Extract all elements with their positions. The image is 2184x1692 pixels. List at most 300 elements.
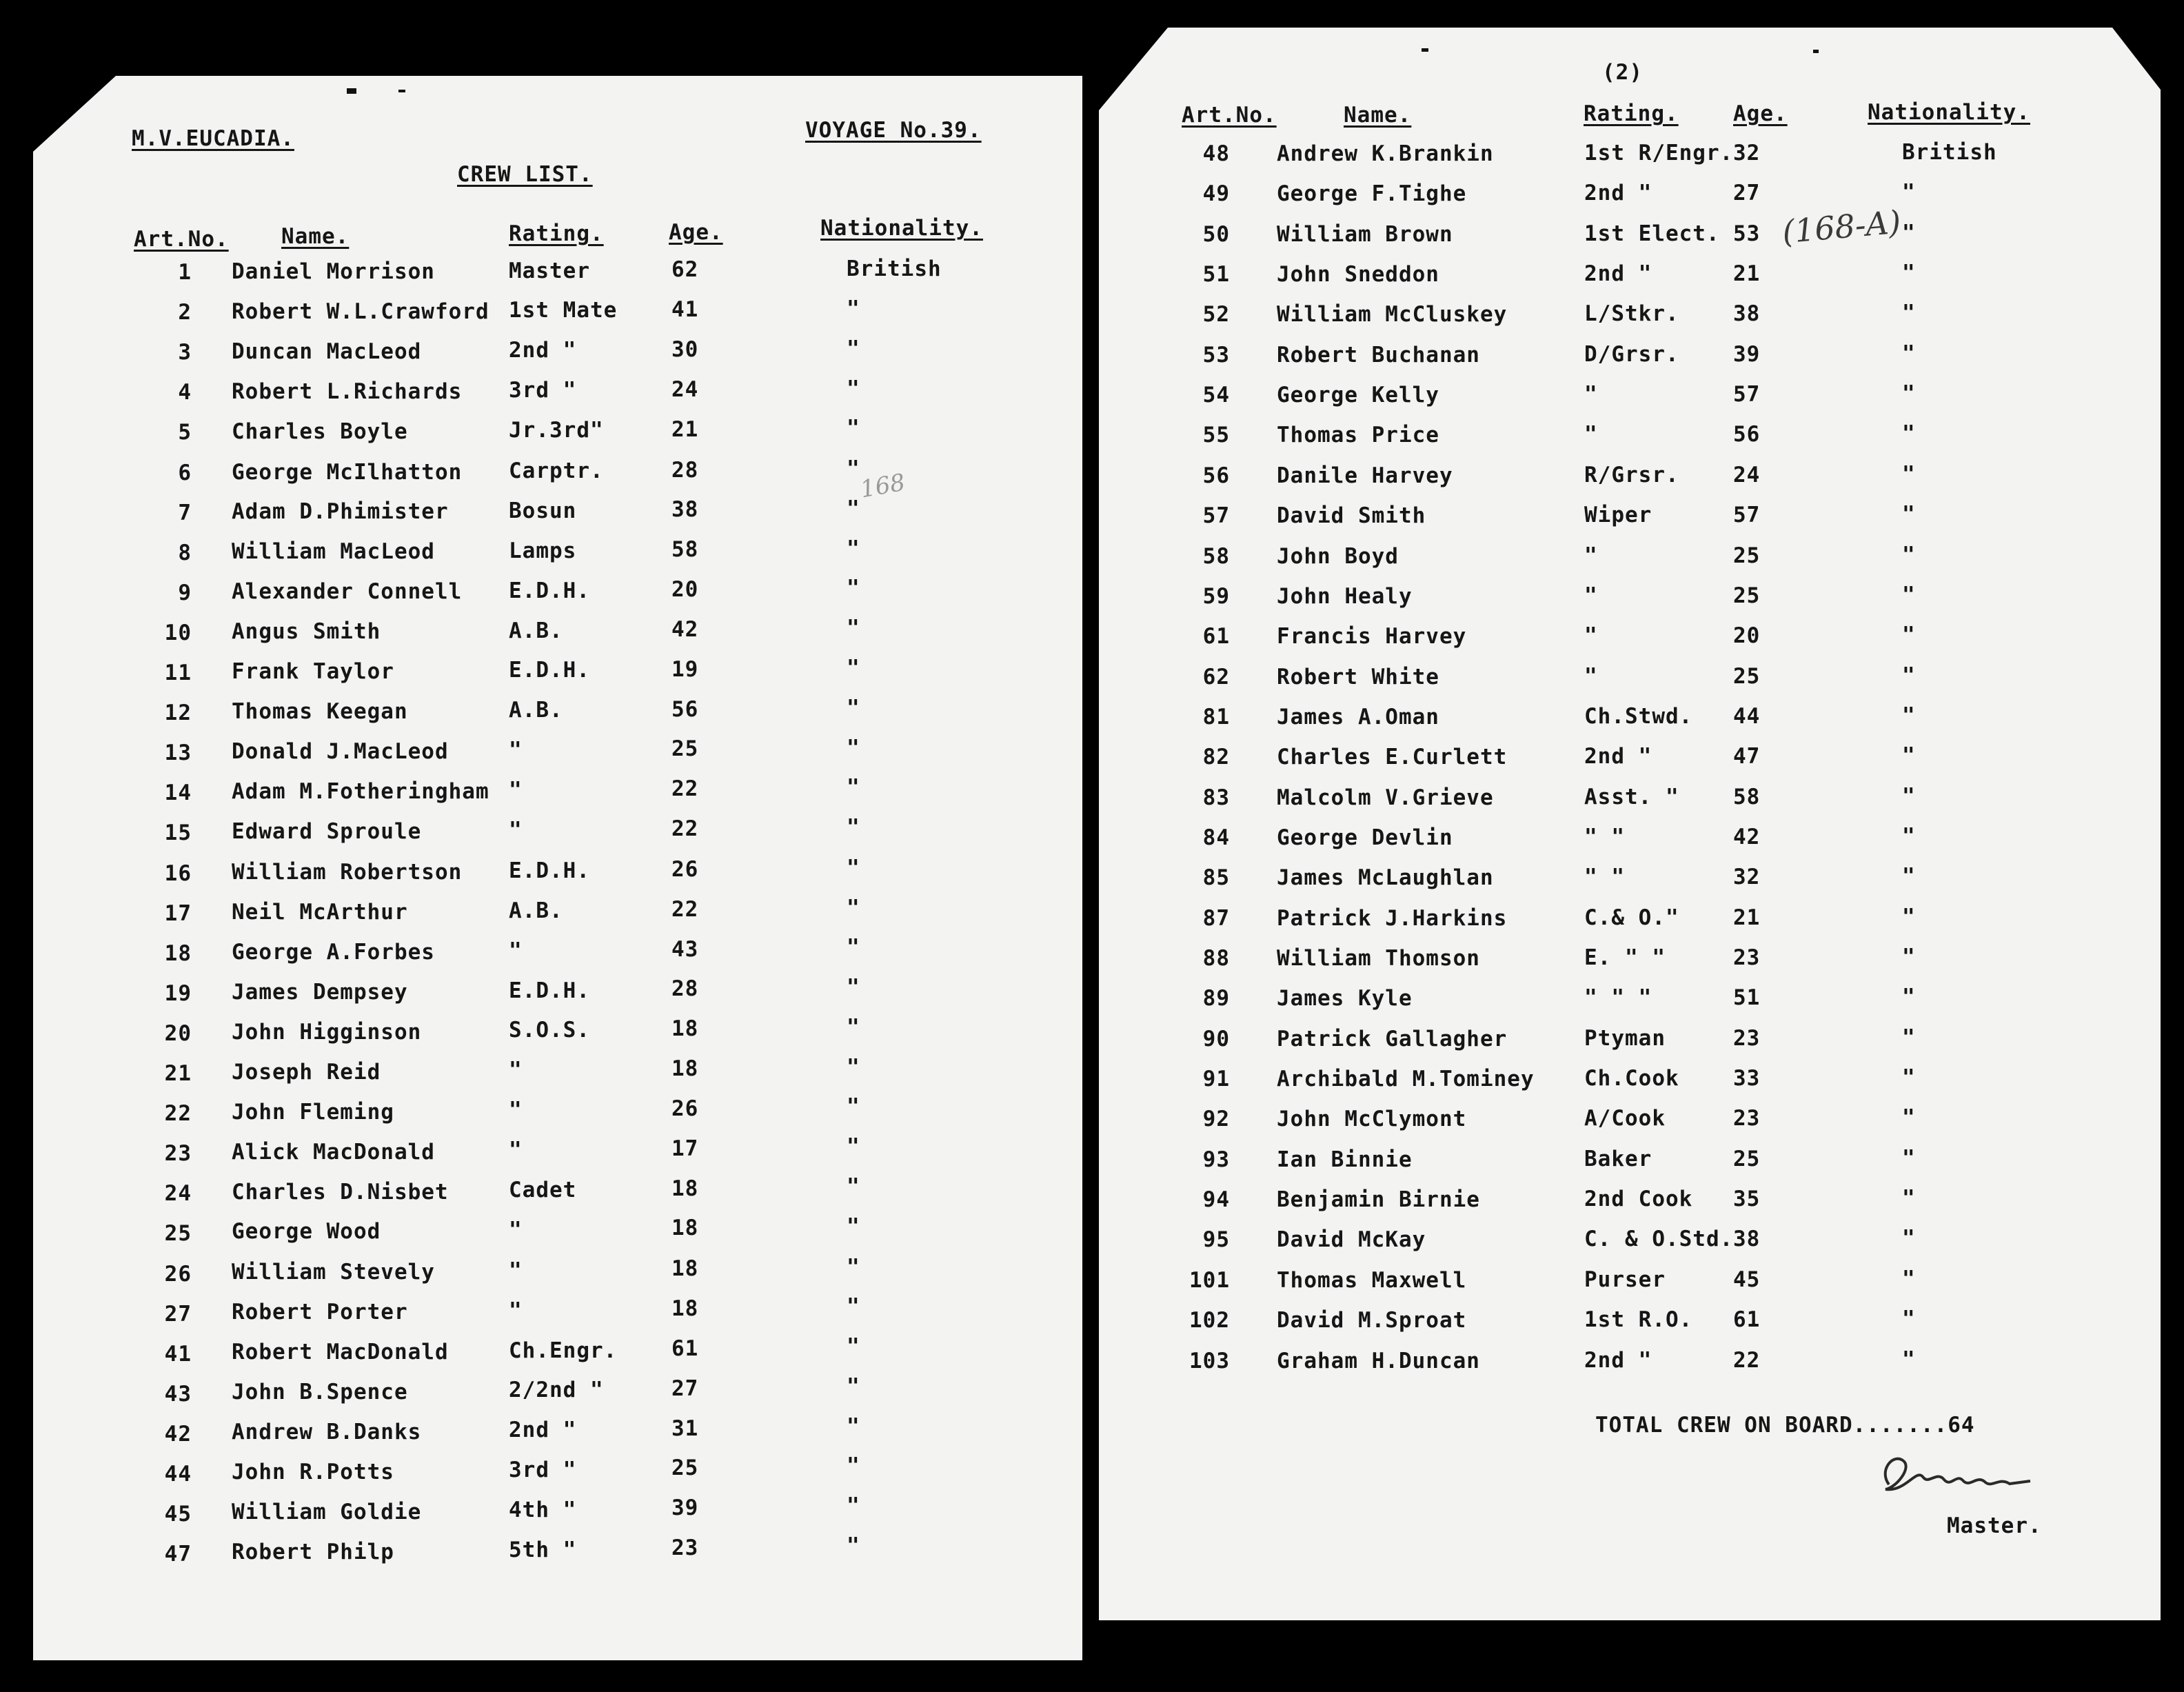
age: 57 bbox=[1733, 502, 1761, 527]
nationality: " bbox=[847, 1533, 860, 1558]
crew-name: Robert White bbox=[1277, 664, 1439, 689]
nationality: " bbox=[847, 1453, 860, 1479]
age: 58 bbox=[1733, 784, 1761, 809]
age: 20 bbox=[671, 577, 699, 603]
age: 56 bbox=[1733, 421, 1761, 447]
ink-speck bbox=[1422, 48, 1428, 52]
page-number: (2) bbox=[1602, 60, 1643, 85]
art-no: 51 bbox=[1202, 262, 1230, 287]
art-no: 10 bbox=[164, 621, 192, 645]
age: 28 bbox=[671, 457, 699, 483]
art-no: 47 bbox=[164, 1542, 192, 1567]
age: 38 bbox=[1733, 1226, 1761, 1251]
header-age: Age. bbox=[669, 220, 723, 245]
age: 51 bbox=[1733, 985, 1761, 1010]
rating: 2nd Cook bbox=[1584, 1187, 1693, 1212]
nationality: " bbox=[1902, 1267, 1916, 1292]
art-no: 93 bbox=[1202, 1147, 1230, 1172]
rating: " bbox=[1584, 382, 1598, 407]
age: 42 bbox=[1733, 824, 1761, 849]
nationality: " bbox=[1902, 623, 1916, 648]
rating: D/Grsr. bbox=[1584, 342, 1679, 367]
age: 21 bbox=[1733, 905, 1761, 930]
crew-name: Patrick J.Harkins bbox=[1277, 905, 1508, 931]
crew-name: Robert L.Richards bbox=[232, 379, 463, 404]
age: 22 bbox=[1733, 1347, 1761, 1373]
art-no: 13 bbox=[164, 741, 192, 765]
crew-name: James Dempsey bbox=[232, 979, 408, 1005]
age: 22 bbox=[671, 816, 699, 842]
age: 39 bbox=[671, 1495, 699, 1521]
rating: A.B. bbox=[509, 898, 563, 923]
nationality: " bbox=[847, 655, 860, 681]
age: 23 bbox=[671, 1535, 699, 1560]
rating: E.D.H. bbox=[509, 658, 590, 683]
header-rating: Rating. bbox=[509, 221, 604, 246]
art-no: 3 bbox=[178, 340, 192, 365]
age: 26 bbox=[671, 856, 699, 882]
nationality: " bbox=[847, 376, 860, 401]
rating: " bbox=[1584, 543, 1598, 569]
vessel-name: M.V.EUCADIA. bbox=[132, 126, 294, 151]
art-no: 103 bbox=[1189, 1349, 1230, 1373]
art-no: 55 bbox=[1202, 423, 1230, 447]
nationality: " bbox=[1902, 1307, 1916, 1332]
age: 18 bbox=[671, 1216, 699, 1241]
rating: Wiper bbox=[1584, 503, 1652, 528]
art-no: 49 bbox=[1202, 181, 1230, 206]
nationality: " bbox=[847, 1413, 860, 1439]
crew-name: Charles D.Nisbet bbox=[232, 1179, 449, 1205]
nationality: " bbox=[1902, 421, 1916, 447]
rating: 1st R.O. bbox=[1584, 1307, 1693, 1333]
nationality: British bbox=[1902, 140, 1997, 165]
rating: A.B. bbox=[509, 618, 563, 643]
art-no: 94 bbox=[1202, 1187, 1230, 1212]
crew-name: Thomas Maxwell bbox=[1277, 1267, 1467, 1293]
age: 18 bbox=[671, 1016, 699, 1042]
age: 25 bbox=[1733, 1146, 1761, 1171]
rating: 1st Mate bbox=[509, 298, 618, 323]
nationality: " bbox=[847, 1174, 860, 1200]
ink-speck bbox=[398, 90, 405, 92]
art-no: 14 bbox=[164, 780, 192, 805]
art-no: 62 bbox=[1202, 665, 1230, 689]
age: 23 bbox=[1733, 1105, 1761, 1131]
rating: 2nd " bbox=[1584, 1348, 1652, 1373]
nationality: " bbox=[1902, 543, 1916, 568]
art-no: 1 bbox=[178, 260, 192, 285]
crew-name: Robert Buchanan bbox=[1277, 342, 1480, 367]
rating: Baker bbox=[1584, 1147, 1652, 1172]
crew-name: Joseph Reid bbox=[232, 1059, 381, 1085]
crew-name: William Robertson bbox=[232, 859, 463, 885]
crew-name: Archibald M.Tominey bbox=[1277, 1066, 1535, 1091]
art-no: 6 bbox=[178, 461, 192, 485]
art-no: 23 bbox=[164, 1141, 192, 1166]
age: 24 bbox=[1733, 462, 1761, 487]
age: 47 bbox=[1733, 743, 1761, 769]
rating: 4th " bbox=[509, 1498, 577, 1523]
age: 28 bbox=[671, 976, 699, 1002]
crew-name: Danile Harvey bbox=[1277, 463, 1453, 488]
header-nationality: Nationality. bbox=[1868, 100, 2030, 125]
crew-name: Patrick Gallagher bbox=[1277, 1026, 1508, 1051]
header-nationality: Nationality. bbox=[820, 216, 983, 241]
art-no: 50 bbox=[1202, 222, 1230, 247]
art-no: 44 bbox=[164, 1462, 192, 1487]
rating: 2nd " bbox=[509, 1418, 577, 1443]
nationality: " bbox=[847, 416, 860, 441]
header-rating: Rating. bbox=[1584, 101, 1679, 126]
nationality: " bbox=[847, 1493, 860, 1519]
crew-name: George F.Tighe bbox=[1277, 181, 1467, 206]
rating: 3rd " bbox=[509, 1458, 577, 1483]
rating: " " " bbox=[1584, 985, 1652, 1011]
art-no: 87 bbox=[1202, 906, 1230, 931]
age: 17 bbox=[671, 1136, 699, 1161]
crew-name: Daniel Morrison bbox=[232, 259, 435, 284]
crew-name: Thomas Price bbox=[1277, 422, 1439, 447]
art-no: 18 bbox=[164, 941, 192, 966]
age: 31 bbox=[671, 1416, 699, 1441]
age: 22 bbox=[671, 896, 699, 922]
crew-name: Thomas Keegan bbox=[232, 699, 408, 725]
crew-name: Andrew B.Danks bbox=[232, 1420, 422, 1445]
age: 18 bbox=[671, 1256, 699, 1282]
nationality: " bbox=[847, 1294, 860, 1320]
art-no: 8 bbox=[178, 541, 192, 565]
crew-list-page-1 bbox=[33, 76, 1082, 1660]
rating: Ch.Cook bbox=[1584, 1066, 1679, 1091]
art-no: 17 bbox=[164, 901, 192, 926]
nationality: " bbox=[847, 496, 860, 521]
art-no: 84 bbox=[1202, 825, 1230, 850]
crew-name: Robert MacDonald bbox=[232, 1340, 449, 1365]
crew-name: William Brown bbox=[1277, 221, 1453, 247]
rating: A.B. bbox=[509, 698, 563, 723]
art-no: 90 bbox=[1202, 1027, 1230, 1051]
nationality: " bbox=[847, 616, 860, 641]
master-signature bbox=[1875, 1447, 2034, 1502]
rating: E.D.H. bbox=[509, 578, 590, 603]
age: 38 bbox=[671, 497, 699, 523]
crew-name: Edward Sproule bbox=[232, 819, 422, 844]
crew-name: Andrew K.Brankin bbox=[1277, 141, 1494, 166]
crew-name: John Boyd bbox=[1277, 543, 1399, 569]
age: 53 bbox=[1733, 221, 1761, 246]
nationality: " bbox=[847, 1334, 860, 1360]
nationality: " bbox=[847, 536, 860, 561]
crew-name: James McLaughlan bbox=[1277, 865, 1494, 890]
ink-speck bbox=[347, 88, 356, 94]
age: 27 bbox=[671, 1376, 699, 1401]
art-no: 89 bbox=[1202, 986, 1230, 1011]
nationality: " bbox=[847, 695, 860, 721]
art-no: 48 bbox=[1202, 141, 1230, 166]
rating: E.D.H. bbox=[509, 858, 590, 883]
crew-name: Ian Binnie bbox=[1277, 1147, 1413, 1172]
crew-name: William Goldie bbox=[232, 1500, 422, 1525]
crew-name: Frank Taylor bbox=[232, 659, 394, 685]
crew-name: Charles E.Curlett bbox=[1277, 744, 1508, 769]
crew-name: John Sneddon bbox=[1277, 261, 1439, 287]
rating: 1st R/Engr. bbox=[1584, 141, 1734, 166]
rating: Ch.Engr. bbox=[509, 1338, 618, 1363]
age: 42 bbox=[671, 616, 699, 642]
art-no: 20 bbox=[164, 1021, 192, 1046]
nationality: " bbox=[1902, 1347, 1916, 1373]
torn-corner bbox=[1099, 28, 1168, 110]
nationality: " bbox=[1902, 663, 1916, 689]
crew-name: Graham H.Duncan bbox=[1277, 1348, 1480, 1373]
nationality: " bbox=[1902, 301, 1916, 326]
crew-name: Neil McArthur bbox=[232, 899, 408, 925]
nationality: " bbox=[847, 935, 860, 960]
nationality: " bbox=[1902, 1105, 1916, 1131]
art-no: 19 bbox=[164, 981, 192, 1006]
art-no: 83 bbox=[1202, 785, 1230, 810]
rating: " bbox=[509, 1298, 523, 1323]
nationality: " bbox=[847, 1014, 860, 1040]
art-no: 41 bbox=[164, 1342, 192, 1367]
nationality: " bbox=[847, 1373, 860, 1399]
crew-name: Alexander Connell bbox=[232, 579, 463, 605]
art-no: 15 bbox=[164, 820, 192, 845]
age: 18 bbox=[671, 1296, 699, 1321]
rating: Ptyman bbox=[1584, 1026, 1666, 1051]
crew-name: David McKay bbox=[1277, 1227, 1426, 1252]
rating: C.& O." bbox=[1584, 905, 1679, 931]
crew-name: Adam D.Phimister bbox=[232, 499, 449, 525]
age: 38 bbox=[1733, 301, 1761, 326]
age: 43 bbox=[671, 936, 699, 962]
rating: " bbox=[509, 1138, 523, 1163]
crew-name: John McClymont bbox=[1277, 1106, 1467, 1131]
nationality: " bbox=[1902, 341, 1916, 367]
art-no: 25 bbox=[164, 1221, 192, 1246]
rating: " bbox=[509, 818, 523, 843]
age: 22 bbox=[671, 776, 699, 802]
rating: 2nd " bbox=[1584, 744, 1652, 769]
nationality: " bbox=[1902, 1146, 1916, 1171]
nationality: " bbox=[1902, 180, 1916, 205]
rating: 1st Elect. bbox=[1584, 221, 1720, 247]
crew-name: William Stevely bbox=[232, 1260, 435, 1285]
rating: E. " " bbox=[1584, 945, 1666, 971]
nationality: " bbox=[1902, 221, 1916, 246]
header-name: Name. bbox=[281, 224, 350, 249]
age: 26 bbox=[671, 1096, 699, 1121]
age: 62 bbox=[671, 257, 699, 283]
nationality: " bbox=[847, 296, 860, 321]
nationality: " bbox=[1902, 502, 1916, 527]
art-no: 59 bbox=[1202, 584, 1230, 609]
crew-name: Angus Smith bbox=[232, 619, 381, 645]
nationality: " bbox=[847, 735, 860, 761]
nationality: " bbox=[1902, 1226, 1916, 1251]
art-no: 61 bbox=[1202, 624, 1230, 649]
nationality: " bbox=[847, 1134, 860, 1160]
art-no: 56 bbox=[1202, 463, 1230, 488]
rating: Asst. " bbox=[1584, 785, 1679, 810]
art-no: 102 bbox=[1189, 1308, 1230, 1333]
crew-name: George Devlin bbox=[1277, 825, 1453, 850]
rating: 2nd " bbox=[1584, 181, 1652, 206]
nationality: " bbox=[847, 1213, 860, 1239]
rating: 3rd " bbox=[509, 378, 577, 403]
art-no: 92 bbox=[1202, 1107, 1230, 1131]
art-no: 26 bbox=[164, 1262, 192, 1287]
rating: " bbox=[509, 778, 523, 803]
age: 27 bbox=[1733, 180, 1761, 205]
nationality: " bbox=[847, 1254, 860, 1280]
crew-name: Robert Porter bbox=[232, 1300, 408, 1325]
art-no: 16 bbox=[164, 861, 192, 886]
age: 30 bbox=[671, 337, 699, 363]
nationality: " bbox=[847, 975, 860, 1000]
art-no: 81 bbox=[1202, 705, 1230, 729]
crew-name: Alick MacDonald bbox=[232, 1139, 435, 1165]
age: 21 bbox=[1733, 261, 1761, 286]
crew-name: Donald J.MacLeod bbox=[232, 739, 449, 765]
rating: " bbox=[509, 738, 523, 763]
art-no: 45 bbox=[164, 1502, 192, 1527]
age: 61 bbox=[1733, 1307, 1761, 1332]
rating: Jr.3rd" bbox=[509, 418, 604, 443]
rating: Bosun bbox=[509, 498, 577, 523]
nationality: " bbox=[1902, 1186, 1916, 1211]
header-age: Age. bbox=[1733, 101, 1788, 126]
nationality: " bbox=[1902, 381, 1916, 407]
nationality: " bbox=[1902, 261, 1916, 286]
crew-name: George McIlhatton bbox=[232, 459, 463, 485]
crew-name: Charles Boyle bbox=[232, 419, 408, 444]
age: 61 bbox=[671, 1336, 699, 1361]
rating: 2nd " bbox=[1584, 261, 1652, 287]
age: 24 bbox=[671, 376, 699, 402]
rating: C. & O.Std. bbox=[1584, 1227, 1734, 1252]
rating: " bbox=[1584, 664, 1598, 689]
art-no: 52 bbox=[1202, 302, 1230, 327]
art-no: 4 bbox=[178, 380, 192, 405]
crew-name: William Thomson bbox=[1277, 945, 1480, 971]
crew-name: John Higginson bbox=[232, 1019, 422, 1045]
folded-corner bbox=[2112, 28, 2161, 90]
nationality: " bbox=[1902, 905, 1916, 930]
age: 32 bbox=[1733, 864, 1761, 889]
nationality: " bbox=[847, 1054, 860, 1080]
crew-name: George Wood bbox=[232, 1219, 381, 1245]
rating: 2nd " bbox=[509, 338, 577, 363]
art-no: 11 bbox=[164, 661, 192, 685]
rating: L/Stkr. bbox=[1584, 301, 1679, 327]
art-no: 57 bbox=[1202, 503, 1230, 528]
rating: Ch.Stwd. bbox=[1584, 704, 1693, 729]
rating: " bbox=[509, 1258, 523, 1283]
rating: " bbox=[509, 1217, 523, 1242]
age: 25 bbox=[1733, 663, 1761, 689]
age: 45 bbox=[1733, 1267, 1761, 1292]
age: 25 bbox=[671, 736, 699, 762]
torn-corner bbox=[33, 76, 116, 152]
nationality: " bbox=[847, 1094, 860, 1120]
crew-name: William McCluskey bbox=[1277, 301, 1508, 327]
art-no: 24 bbox=[164, 1181, 192, 1206]
rating: " bbox=[1584, 583, 1598, 609]
crew-name: George A.Forbes bbox=[232, 939, 435, 965]
art-no: 5 bbox=[178, 420, 192, 445]
age: 19 bbox=[671, 656, 699, 682]
art-no: 9 bbox=[178, 581, 192, 605]
age: 23 bbox=[1733, 945, 1761, 970]
nationality: " bbox=[1902, 985, 1916, 1010]
art-no: 22 bbox=[164, 1101, 192, 1126]
art-no: 88 bbox=[1202, 946, 1230, 971]
rating: S.O.S. bbox=[509, 1018, 590, 1043]
rating: A/Cook bbox=[1584, 1106, 1666, 1131]
rating: " " bbox=[1584, 865, 1625, 890]
nationality: " bbox=[1902, 824, 1916, 849]
art-no: 27 bbox=[164, 1302, 192, 1327]
age: 18 bbox=[671, 1176, 699, 1201]
nationality: " bbox=[847, 775, 860, 800]
art-no: 42 bbox=[164, 1422, 192, 1447]
crew-list-page-2 bbox=[1099, 28, 2161, 1620]
art-no: 58 bbox=[1202, 544, 1230, 569]
rating: " bbox=[1584, 623, 1598, 649]
nationality: " bbox=[847, 815, 860, 840]
age: 57 bbox=[1733, 381, 1761, 407]
rating: Master bbox=[509, 258, 590, 283]
rating: Cadet bbox=[509, 1178, 577, 1202]
nationality: " bbox=[1902, 1025, 1916, 1051]
nationality: " bbox=[1902, 583, 1916, 608]
art-no: 95 bbox=[1202, 1227, 1230, 1252]
rating: " bbox=[509, 1098, 523, 1123]
crew-name: James A.Oman bbox=[1277, 704, 1439, 729]
crew-name: George Kelly bbox=[1277, 382, 1439, 407]
crew-name: John B.Spence bbox=[232, 1380, 408, 1405]
rating: 2/2nd " bbox=[509, 1378, 604, 1403]
crew-name: John Healy bbox=[1277, 583, 1413, 609]
rating: R/Grsr. bbox=[1584, 463, 1679, 488]
nationality: " bbox=[847, 456, 860, 482]
crew-name: Francis Harvey bbox=[1277, 623, 1467, 649]
age: 41 bbox=[671, 297, 699, 323]
crew-name: Duncan MacLeod bbox=[232, 339, 422, 364]
crew-name: Adam M.Fotheringham bbox=[232, 779, 489, 805]
age: 18 bbox=[671, 1056, 699, 1082]
crew-name: William MacLeod bbox=[232, 539, 435, 565]
age: 20 bbox=[1733, 623, 1761, 648]
crew-name: David M.Sproat bbox=[1277, 1307, 1467, 1333]
rating: Purser bbox=[1584, 1267, 1666, 1293]
age: 39 bbox=[1733, 341, 1761, 367]
crew-name: John R.Potts bbox=[232, 1460, 394, 1485]
total-crew: TOTAL CREW ON BOARD.......64 bbox=[1595, 1413, 1975, 1438]
age: 23 bbox=[1733, 1025, 1761, 1051]
crew-name: Robert Philp bbox=[232, 1540, 394, 1564]
rating: E.D.H. bbox=[509, 978, 590, 1003]
nationality: " bbox=[847, 336, 860, 361]
crew-name: Robert W.L.Crawford bbox=[232, 299, 489, 324]
art-no: 54 bbox=[1202, 383, 1230, 407]
handwritten-page-note: 168 bbox=[858, 468, 907, 504]
age: 32 bbox=[1733, 140, 1761, 165]
age: 21 bbox=[671, 416, 699, 442]
art-no: 82 bbox=[1202, 745, 1230, 769]
